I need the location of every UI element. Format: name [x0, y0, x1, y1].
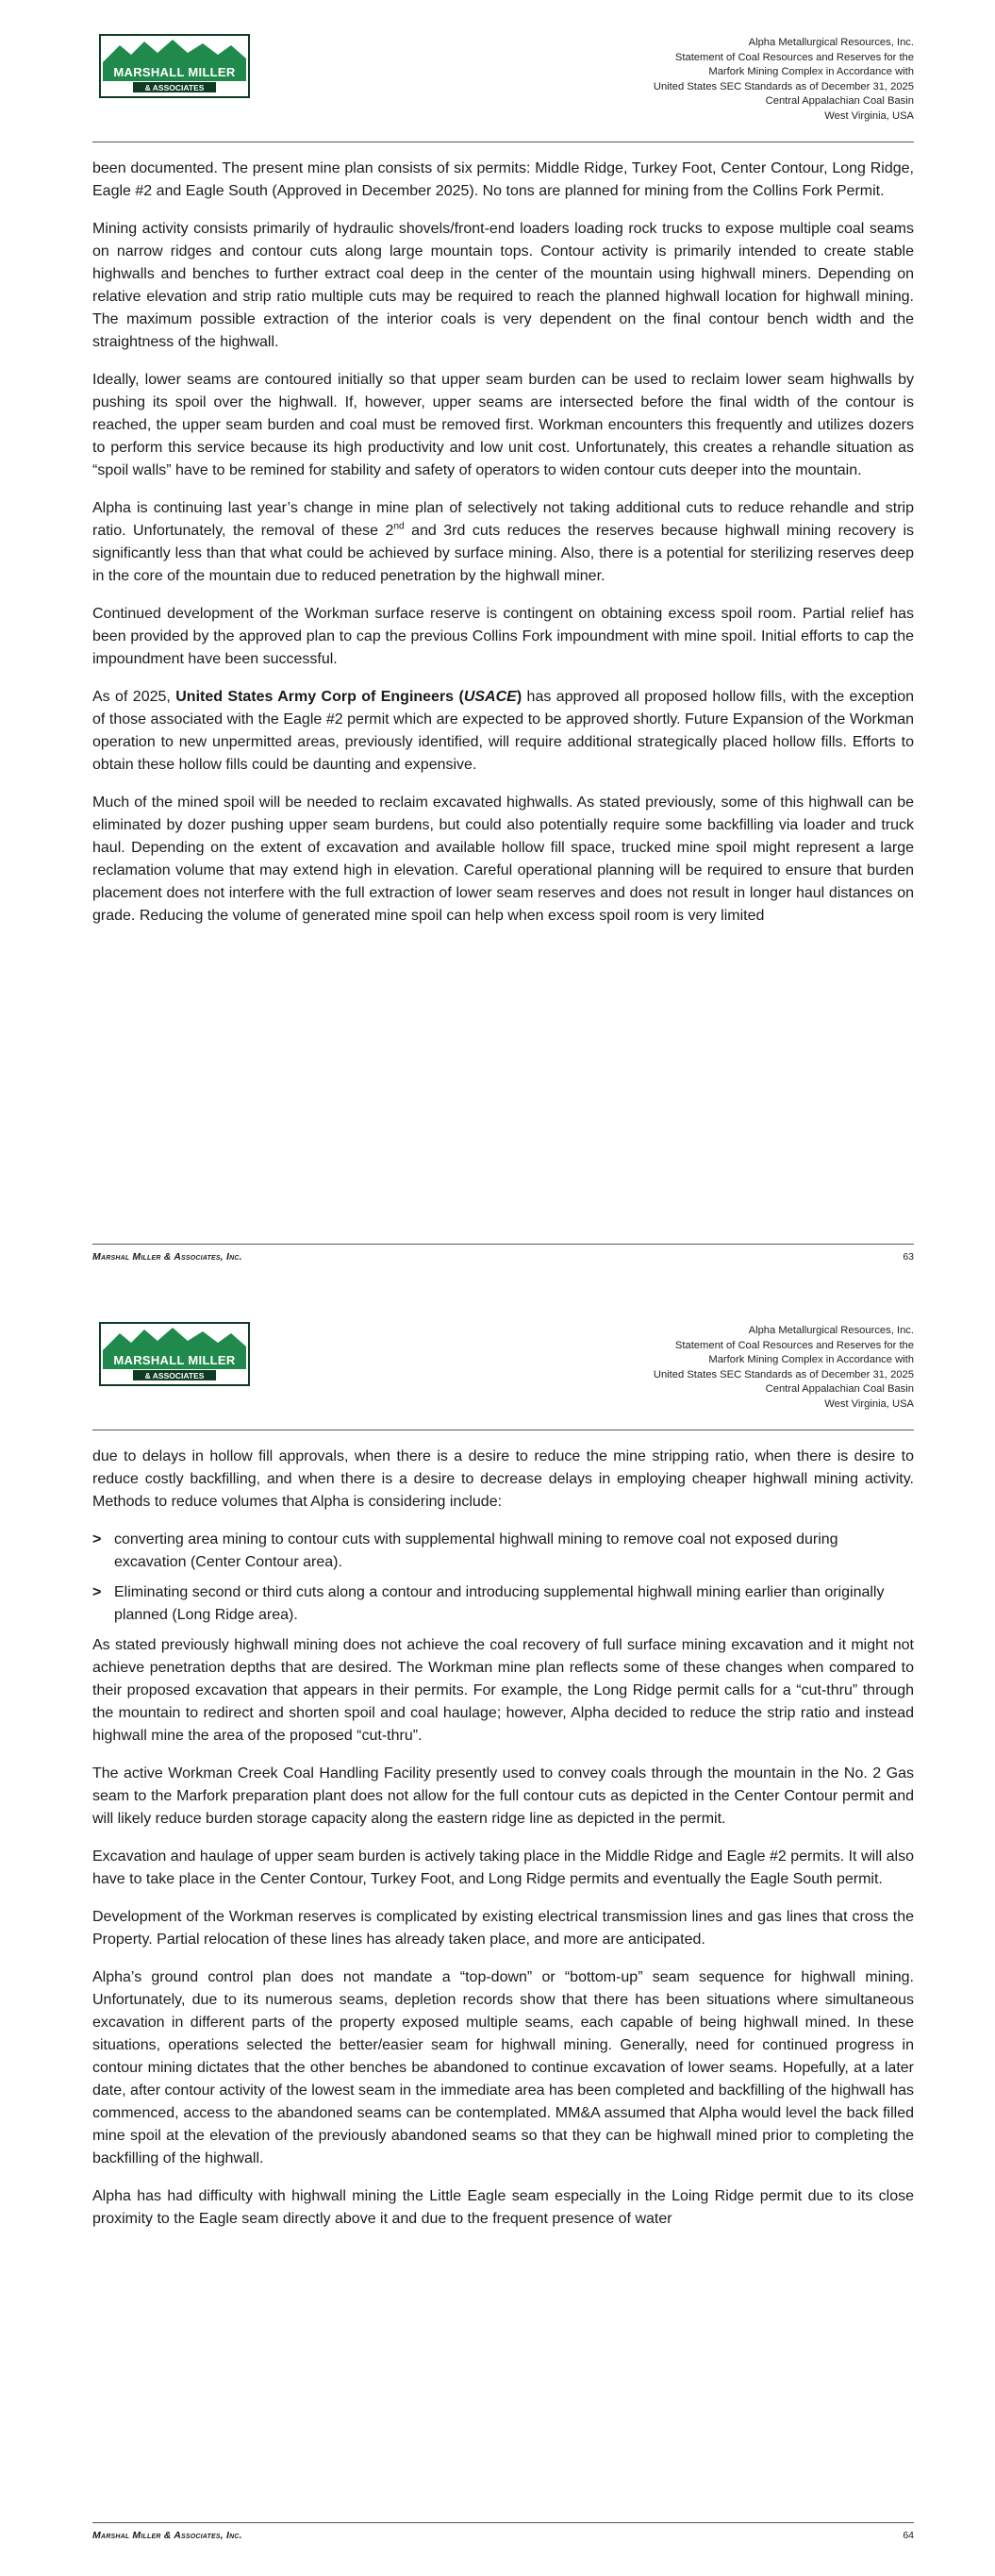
- paragraph: As stated previously highwall mining does not achieve the coal recovery of full surface mining excavation and it might not achieve penetration depths that are desired. The Workman mine plan reflects some of these changes when compared to their proposed excavation that appears in their permits. For example, the Long Ridge permit calls for a “cut-thru” through the mountain to redirect and shorten spoil and coal haulage; however, Alpha decided to reduce the strip ratio and instead highwall mine the area of the proposed “cut-thru”.: [92, 1637, 914, 1744]
- text-run: and 3rd cuts reduces the reserves because highwall mining recovery is significantly less than that what could be achieved by surface mining. Also, there is a potential for sterilizing reserves deep in the core of the mountain due to reduced penetration by the highwall miner.: [92, 523, 915, 584]
- paragraph: Alpha has had difficulty with highwall mining the Little Eagle seam especially in the Loing Ridge permit due to its close proximity to the Eagle seam directly above it and due to the frequent presence of water: [92, 2188, 914, 2227]
- bullet-list: [92, 1529, 914, 1627]
- header-line: Alpha Metallurgical Resources, Inc.: [748, 37, 914, 48]
- bullet-marker: >: [92, 1584, 102, 1600]
- svg-text:& ASSOCIATES: & ASSOCIATES: [144, 1371, 205, 1380]
- page-body: [92, 1430, 914, 2231]
- header-text: [654, 1324, 914, 1412]
- list-item-text: Eliminating second or third cuts along a contour and introducing supplemental highwall mining earlier than originally planned (Long Ridge area).: [114, 1584, 885, 1623]
- paragraph: [92, 686, 914, 777]
- header-line: Statement of Coal Resources and Reserves for the: [674, 1339, 914, 1351]
- paragraph: Continued development of the Workman surface reserve is contingent on obtaining excess spoil room. Partial relief has been provided by the approved plan to cap the previous Collins Fork impoundment with mine spoil. Initial efforts to cap the impoundment have been successful.: [92, 606, 914, 667]
- header-line: Central Appalachian Coal Basin: [765, 95, 914, 107]
- text-run: United States Army Corp of Engineers (: [175, 689, 464, 705]
- svg-text:MARSHALL MILLER: MARSHALL MILLER: [113, 1353, 236, 1367]
- paragraph: due to delays in hollow fill approvals, when there is a desire to reduce the mine stripping ratio, when there is desire to reduce costly backfilling, and when there is a desire to decrease delays in employing cheaper highwall mining activity. Methods to reduce volumes that Alpha is considering include:: [92, 1448, 914, 1510]
- paragraph: Excavation and haulage of upper seam burden is actively taking place in the Middle Ridge and Eagle #2 permits. It will also have to take place in the Center Contour, Turkey Foot, and Long Ridge permits and eventually the Eagle South permit.: [92, 1848, 914, 1887]
- italic-text: USACE: [463, 689, 517, 705]
- list-item: [92, 1581, 914, 1627]
- page-footer: [92, 1244, 914, 1263]
- header-line: Marfork Mining Complex in Accordance with: [708, 1354, 914, 1365]
- svg-text:& ASSOCIATES: & ASSOCIATES: [144, 83, 205, 92]
- page-body: [92, 142, 914, 928]
- svg-text:MARSHALL MILLER: MARSHALL MILLER: [113, 65, 236, 79]
- footer-firm: Marshal Miller & Associates, Inc.: [92, 1251, 242, 1263]
- text-run: ): [516, 689, 522, 705]
- paragraph: Development of the Workman reserves is complicated by existing electrical transmission lines and gas lines that cross the Property. Partial relocation of these lines has already taken place, and more are anticipated.: [92, 1909, 914, 1948]
- header-line: Alpha Metallurgical Resources, Inc.: [748, 1325, 914, 1336]
- page-number: 63: [903, 1251, 914, 1263]
- page-number: 64: [903, 2530, 914, 2541]
- page-64: [0, 1288, 995, 2576]
- paragraph: Mining activity consists primarily of hydraulic shovels/front-end loaders loading rock trucks to expose multiple coal seams on narrow ridges and contour cuts along large mountain tops. Contour activity is primarily intended to create stable highwalls and benches to further extract coal deep in the center of the mountain using highwall miners. Depending on relative elevation and strip ratio multiple cuts may be required to reach the planned highwall location for highwall mining. The maximum possible extraction of the interior coals is very dependent on the final contour bench width and the straightness of the highwall.: [92, 221, 914, 350]
- page-header: [92, 0, 914, 142]
- paragraph: [92, 497, 914, 588]
- company-logo: [99, 1322, 250, 1386]
- bullet-marker: >: [92, 1531, 102, 1547]
- paragraph: been documented. The present mine plan consists of six permits: Middle Ridge, Turkey Foot, Center Contour, Long Ridge, Eagle #2 and Eagle South (Approved in December 2025). No tons are planned for mining from the Collins Fork Permit.: [92, 160, 914, 199]
- bold-text: [175, 689, 522, 705]
- header-line: West Virginia, USA: [824, 1397, 914, 1410]
- header-line: United States SEC Standards as of December 31, 2025: [653, 80, 914, 92]
- header-line: Marfork Mining Complex in Accordance with: [708, 66, 914, 77]
- paragraph: The active Workman Creek Coal Handling Facility presently used to convey coals through the mountain in the No. 2 Gas seam to the Marfork preparation plant does not allow for the full contour cuts as depicted in the Center Contour permit and will likely reduce burden storage capacity along the eastern ridge line as depicted in the permit.: [92, 1765, 914, 1827]
- header-line: Statement of Coal Resources and Reserves for the: [674, 51, 914, 63]
- paragraph: Ideally, lower seams are contoured initially so that upper seam burden can be used to reclaim lower seam highwalls by pushing its spoil over the highwall. If, however, upper seams are intersected before the final width of the contour is reached, the upper seam burden and coal must be removed first. Workman encounters this frequently and utilizes dozers to perform this service because its high productivity and low unit cost. Unfortunately, this creates a rehandle situation as “spoil walls” have to be remined for stability and safety of operators to widen contour cuts deeper into the mountain.: [92, 372, 914, 478]
- page-header: [92, 1288, 914, 1430]
- footer-firm: Marshal Miller & Associates, Inc.: [92, 2530, 242, 2541]
- text-run: has approved all proposed hollow fills, with the exception of those associated with the Eagle #2 permit which are expected to be approved shortly. Future Expansion of the Workman operation to new unpermitted areas, previously identified, will require additional strategically placed hollow fills. Efforts to obtain these hollow fills could be daunting and expensive.: [92, 689, 915, 773]
- header-line: United States SEC Standards as of December 31, 2025: [653, 1368, 914, 1380]
- paragraph: Much of the mined spoil will be needed to reclaim excavated highwalls. As stated previously, some of this highwall can be eliminated by dozer pushing upper seam burdens, but could also potentially require some backfilling via loader and truck haul. Depending on the extent of excavation and available hollow fill space, trucked mine spoil might represent a large reclamation volume that may extend high in elevation. Careful operational planning will be required to ensure that burden placement does not interfere with the full extraction of lower seam reserves and does not result in longer haul distances on grade. Reducing the volume of generated mine spoil can help when excess spoil room is very limited: [92, 795, 914, 924]
- list-item: [92, 1529, 914, 1574]
- header-text: [654, 36, 914, 124]
- list-item-text: converting area mining to contour cuts with supplemental highwall mining to remove coal not exposed during excavation (Center Contour area).: [114, 1531, 838, 1570]
- header-line: Central Appalachian Coal Basin: [765, 1383, 914, 1395]
- paragraph: Alpha’s ground control plan does not mandate a “top-down” or “bottom-up” seam sequence for highwall mining. Unfortunately, due to its numerous seams, depletion records show that there has been situations where simultaneous excavation in different parts of the property exposed multiple seams, each capable of being highwall mined. In these situations, operations selected the better/easier seam for highwall mining. Generally, need for continued progress in contour mining dictates that the other benches be abandoned to continue excavation of lower seams. Hopefully, at a later date, after contour activity of the lowest seam in the immediate area has been completed and backfilling of the highwall has commenced, access to the abandoned seams can be contemplated. MM&A assumed that Alpha would level the back filled mine spoil at the elevation of the previously abandoned seams so that they can be highwall mined prior to completing the backfilling of the highwall.: [92, 1969, 914, 2166]
- superscript: nd: [393, 521, 405, 532]
- text-run: Alpha is continuing last year’s change in mine plan of selectively not taking additional cuts to reduce rehandle and strip ratio. Unfortunately, the removal of these 2: [92, 500, 914, 539]
- header-line: West Virginia, USA: [824, 109, 914, 122]
- company-logo: [99, 34, 250, 98]
- page-footer: [92, 2522, 914, 2541]
- text-run: As of 2025,: [92, 689, 176, 705]
